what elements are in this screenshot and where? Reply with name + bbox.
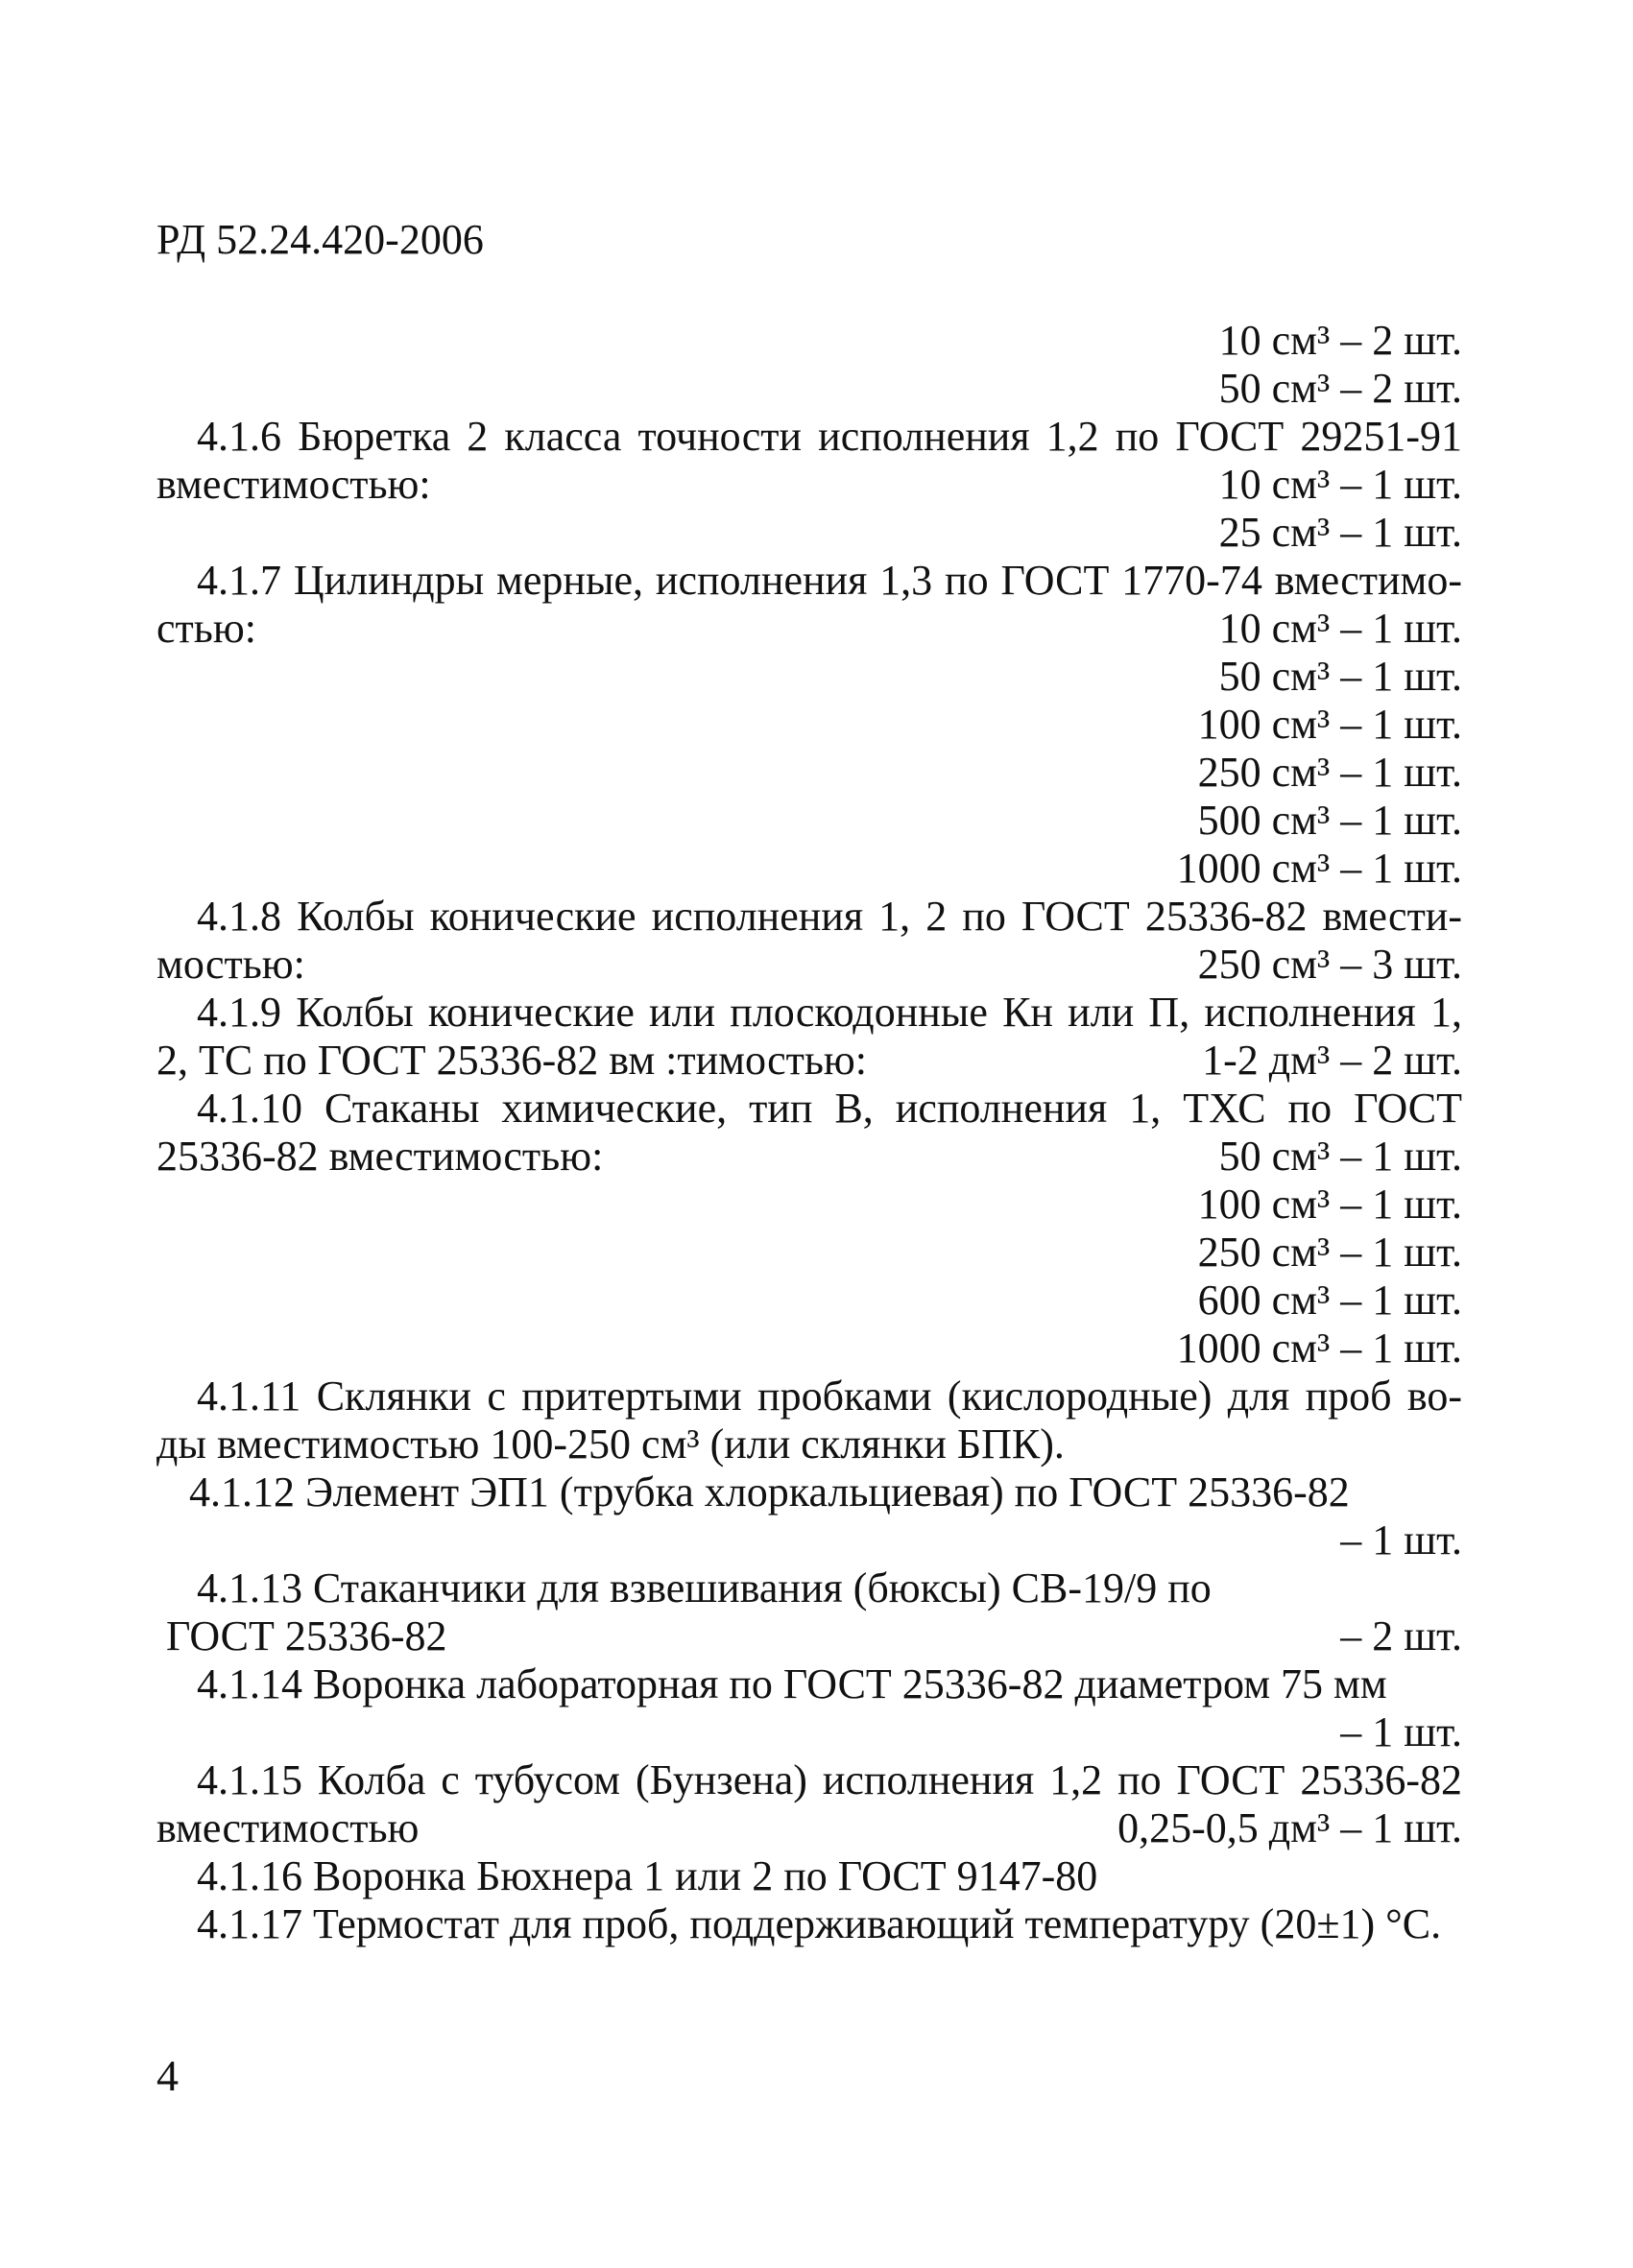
page-number: 4 — [156, 2051, 179, 2100]
capacity-label: вместимостью — [156, 1804, 420, 1851]
item-4-1-9-text: 4.1.9 Колбы конические или плоскодонные Кн или П, исполнения 1, — [197, 989, 1462, 1036]
capacity-label: вместимостью: — [156, 461, 431, 508]
volume-line: 250 см³ – 1 шт. — [1197, 1229, 1462, 1276]
quantity-line: – 1 шт. — [1340, 1708, 1462, 1755]
item-4-1-15-text: 4.1.15 Колба с тубусом (Бунзена) исполнения 1,2 по ГОСТ 25336-82 — [197, 1756, 1462, 1803]
volume-value: 1-2 дм³ – 2 шт. — [1202, 1037, 1462, 1084]
volume-line: 500 см³ – 1 шт. — [1197, 797, 1462, 844]
item-4-1-10-text: 4.1.10 Стаканы химические, тип В, исполнения 1, ТХС по ГОСТ — [197, 1085, 1462, 1132]
volume-line: 100 см³ – 1 шт. — [1197, 701, 1462, 748]
item-4-1-7-capacity-row — [156, 605, 1462, 653]
volume-value: 10 см³ – 1 шт. — [1218, 605, 1462, 652]
item-4-1-15-capacity-row — [156, 1804, 1462, 1852]
volume-value: 10 см³ – 1 шт. — [1218, 461, 1462, 508]
quantity-value: – 2 шт. — [1340, 1612, 1462, 1659]
volume-line: 50 см³ – 1 шт. — [1218, 653, 1462, 700]
item-4-1-8-text: 4.1.8 Колбы конические исполнения 1, 2 по ГОСТ 25336-82 вмести- — [197, 893, 1462, 940]
item-4-1-6-capacity-row — [156, 461, 1462, 509]
volume-line: 1000 см³ – 1 шт. — [1176, 1325, 1462, 1372]
volume-line: 100 см³ – 1 шт. — [1197, 1181, 1462, 1228]
volume-line: 1000 см³ – 1 шт. — [1176, 845, 1462, 892]
volume-line: 10 см³ – 2 шт. — [1218, 317, 1462, 364]
equipment-list — [156, 317, 1462, 1948]
item-4-1-13-text: 4.1.13 Стаканчики для взвешивания (бюксы) СВ-19/9 по — [197, 1564, 1212, 1611]
item-4-1-11-continuation: ды вместимостью 100-250 см³ (или склянки БПК). — [156, 1420, 1065, 1468]
item-4-1-11-text: 4.1.11 Склянки с притертыми пробками (кислородные) для проб во- — [197, 1373, 1462, 1420]
volume-line: 600 см³ – 1 шт. — [1197, 1277, 1462, 1324]
volume-line: 50 см³ – 2 шт. — [1218, 365, 1462, 412]
capacity-label: 2, ТС по ГОСТ 25336-82 вм :тимостью: — [156, 1037, 868, 1084]
volume-value: 0,25-0,5 дм³ – 1 шт. — [1117, 1804, 1462, 1851]
item-4-1-13-standard-row — [156, 1612, 1462, 1660]
document-header: РД 52.24.420-2006 — [156, 216, 484, 263]
item-4-1-6-text: 4.1.6 Бюретка 2 класса точности исполнения 1,2 по ГОСТ 29251-91 — [197, 413, 1462, 460]
item-4-1-17-text: 4.1.17 Термостат для проб, поддерживающий температуру (20±1) °С. — [197, 1900, 1442, 1947]
item-4-1-14-text: 4.1.14 Воронка лабораторная по ГОСТ 25336-82 диаметром 75 мм — [197, 1660, 1387, 1707]
item-4-1-10-capacity-row — [156, 1133, 1462, 1181]
item-4-1-12-text: 4.1.12 Элемент ЭП1 (трубка хлоркальциевая) по ГОСТ 25336-82 — [189, 1468, 1350, 1516]
item-4-1-8-capacity-row — [156, 941, 1462, 989]
item-4-1-16-text: 4.1.16 Воронка Бюхнера 1 или 2 по ГОСТ 9147-80 — [197, 1852, 1098, 1899]
volume-value: 250 см³ – 3 шт. — [1197, 941, 1462, 988]
capacity-label: стью: — [156, 605, 256, 652]
item-4-1-9-capacity-row — [156, 1037, 1462, 1085]
volume-value: 50 см³ – 1 шт. — [1218, 1133, 1462, 1180]
volume-line: 250 см³ – 1 шт. — [1197, 749, 1462, 796]
quantity-line: – 1 шт. — [1340, 1516, 1462, 1564]
capacity-label: 25336-82 вместимостью: — [156, 1133, 604, 1180]
item-4-1-7-text: 4.1.7 Цилиндры мерные, исполнения 1,3 по ГОСТ 1770-74 вместимо- — [197, 557, 1462, 604]
capacity-label: мостью: — [156, 941, 305, 988]
volume-line: 25 см³ – 1 шт. — [1218, 509, 1462, 556]
standard-label: ГОСТ 25336-82 — [166, 1612, 447, 1659]
